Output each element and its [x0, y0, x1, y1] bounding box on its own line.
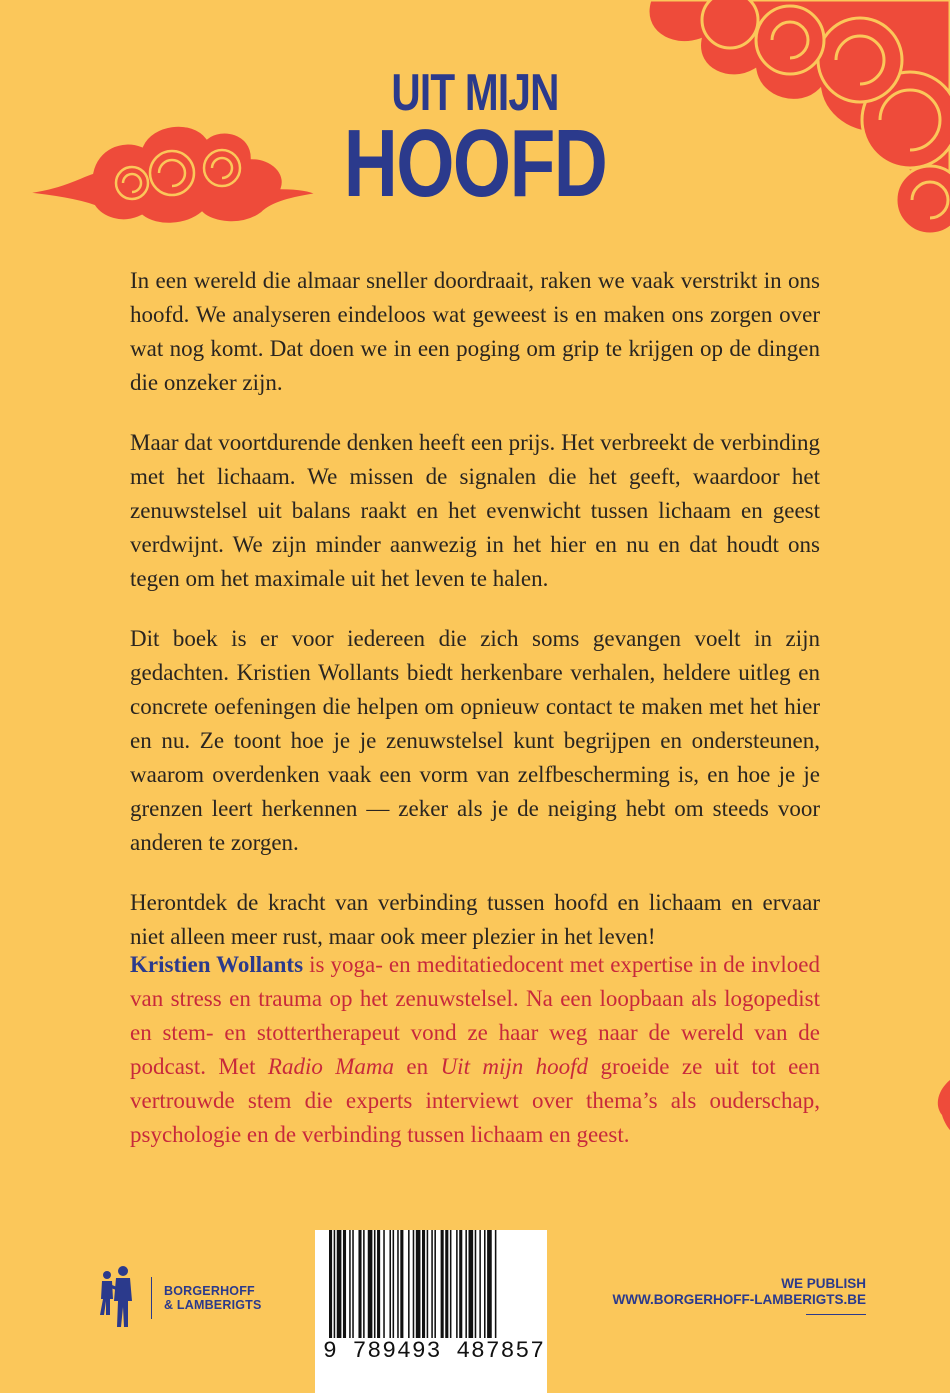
- bio-text-2: en: [394, 1054, 441, 1079]
- isbn-number: 9 789493 487857: [323, 1338, 546, 1364]
- logo-divider: [151, 1277, 152, 1319]
- bio-text-3: groeide ze uit tot een vertrouwde stem die experts interviewt over thema’s als ouderschap, psychologie en de verbinding tussen lichaam en geest.: [130, 1054, 820, 1147]
- author-bio: [130, 948, 820, 1152]
- publisher-figures-logo-icon: [95, 1265, 165, 1335]
- barcode-bars: [329, 1230, 534, 1338]
- book-title: [0, 62, 950, 217]
- blurb-paragraph-1: In een wereld die almaar sneller doordraait, raken we vaak verstrikt in ons hoofd. We analyseren eindeloos wat geweest is en maken ons zorgen over wat nog komt. Dat doen we in een poging om grip te krijgen op de dingen die onzeker zijn.: [130, 268, 820, 395]
- publisher-name: [164, 1284, 262, 1312]
- publisher-website: [613, 1276, 866, 1315]
- website-tagline: WE PUBLISH: [781, 1276, 866, 1291]
- blurb-paragraph-4: Herontdek de kracht van verbinding tussen hoofd en lichaam en ervaar niet alleen meer rust, maar ook meer plezier in het leven!: [130, 890, 820, 949]
- author-name: Kristien Wollants: [130, 952, 304, 977]
- blurb: [130, 264, 820, 980]
- isbn-barcode: [315, 1230, 547, 1393]
- cloud-ornament-right-edge-icon: [934, 1080, 950, 1130]
- publisher-name-line-2: & LAMBERIGTS: [164, 1298, 262, 1312]
- blurb-paragraph-3: Dit boek is er voor iedereen die zich soms gevangen voelt in zijn gedachten. Kristien Wollants biedt herkenbare verhalen, heldere uitleg en concrete oefeningen die helpen om opnieuw contact te maken met het hier en nu. Ze toont hoe je je zenuwstelsel kunt begrijpen en ondersteunen, waarom overdenken vaak een vorm van zelfbescherming is, en hoe je je grenzen leert herkennen — zeker als je de neiging hebt om steeds voor anderen te zorgen.: [130, 626, 820, 855]
- title-line-1: UIT MIJN: [391, 64, 559, 122]
- website-underline: [806, 1314, 866, 1315]
- website-url[interactable]: WWW.BORGERHOFF-LAMBERIGTS.BE: [612, 1292, 866, 1307]
- title-line-2: HOOFD: [343, 110, 607, 217]
- podcast-title-1: Radio Mama: [267, 1054, 395, 1079]
- bio-text-1: is yoga- en meditatiedocent met expertise in de invloed van stress en trauma op het zenuwstelsel. Na een loopbaan als logopedist en stem- en stottertherapeut vond ze haar weg naar de wereld van de podcast. Met: [130, 952, 820, 1079]
- podcast-title-2: Uit mijn hoofd: [440, 1054, 589, 1079]
- blurb-paragraph-2: Maar dat voortdurende denken heeft een prijs. Het verbreekt de verbinding met het lichaam. We missen de signalen die het geeft, waardoor het zenuwstelsel uit balans raakt en het evenwicht tussen lichaam en geest verdwijnt. We zijn minder aanwezig in het hier en nu en dat houdt ons tegen om het maximale uit het leven te halen.: [130, 430, 820, 591]
- publisher-name-line-1: BORGERHOFF: [164, 1284, 255, 1298]
